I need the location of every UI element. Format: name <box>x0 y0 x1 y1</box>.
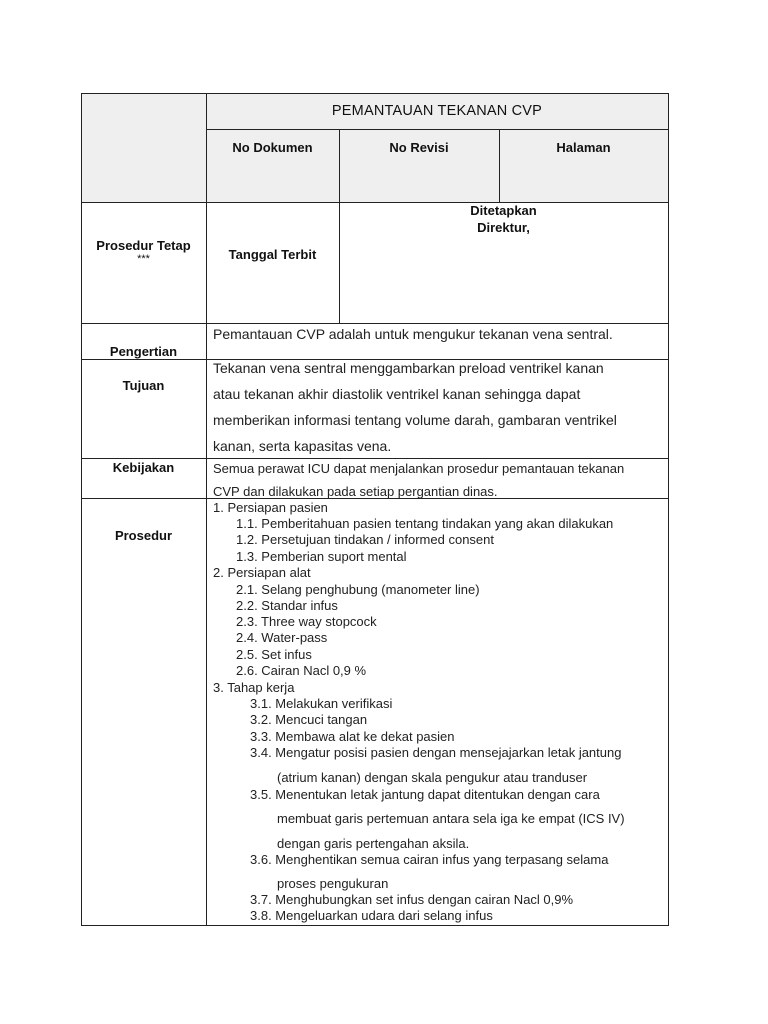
tanggal-terbit-label: Tanggal Terbit <box>228 247 317 262</box>
list-item: 2. Persiapan alat <box>213 565 311 580</box>
kebijakan-text <box>213 457 624 503</box>
tujuan-text <box>213 355 617 459</box>
list-item: 2.6. Cairan Nacl 0,9 % <box>236 663 367 678</box>
tujuan-line: kanan, serta kapasitas vena. <box>213 438 392 454</box>
kebijakan-label: Kebijakan <box>112 460 175 475</box>
ditetapkan-label: Ditetapkan <box>470 203 537 218</box>
prosedur-tetap-label: Prosedur Tetap <box>96 238 191 253</box>
document-title: PEMANTAUAN TEKANAN CVP <box>331 103 543 119</box>
pengertian-text: Pemantauan CVP adalah untuk mengukur tekanan vena sentral. <box>213 326 613 342</box>
list-item-continuation: (atrium kanan) dengan skala pengukur atau tranduser <box>277 770 588 785</box>
list-item: 2.3. Three way stopcock <box>236 614 377 629</box>
list-item: 2.4. Water-pass <box>236 630 328 645</box>
pengertian-label: Pengertian <box>109 344 178 359</box>
list-item: 3.4. Mengatur posisi pasien dengan mensejajarkan letak jantung <box>250 745 622 760</box>
stars-mark: *** <box>137 253 150 265</box>
list-item: 3.5. Menentukan letak jantung dapat ditentukan dengan cara <box>250 787 600 802</box>
tujuan-line: memberikan informasi tentang volume darah, gambaran ventrikel <box>213 412 617 428</box>
col-halaman: Halaman <box>556 140 611 155</box>
list-item: 2.2. Standar infus <box>236 598 338 613</box>
list-item: 3.8. Mengeluarkan udara dari selang infus <box>250 908 493 923</box>
list-item: 3.2. Mencuci tangan <box>250 712 368 727</box>
list-item-continuation: proses pengukuran <box>277 876 389 891</box>
tujuan-line: atau tekanan akhir diastolik ventrikel kanan sehingga dapat <box>213 386 581 402</box>
list-item-continuation: dengan garis pertengahan aksila. <box>277 836 470 851</box>
direktur-label: Direktur, <box>477 220 530 235</box>
kebijakan-line: CVP dan dilakukan pada setiap pergantian dinas. <box>213 484 498 499</box>
list-item: 3.6. Menghentikan semua cairan infus yang terpasang selama <box>250 852 609 867</box>
prosedur-label: Prosedur <box>114 528 173 543</box>
col-no-dokumen: No Dokumen <box>232 140 313 155</box>
tujuan-label: Tujuan <box>122 378 165 393</box>
list-item: 1.3. Pemberian suport mental <box>236 549 407 564</box>
list-item: 1. Persiapan pasien <box>213 500 328 515</box>
list-item: 2.1. Selang penghubung (manometer line) <box>236 582 480 597</box>
list-item: 3.7. Menghubungkan set infus dengan cairan Nacl 0,9% <box>250 892 574 907</box>
list-item-continuation: membuat garis pertemuan antara sela iga ke empat (ICS IV) <box>277 811 625 826</box>
list-item: 3.3. Membawa alat ke dekat pasien <box>250 729 455 744</box>
list-item: 2.5. Set infus <box>236 647 312 662</box>
kebijakan-line: Semua perawat ICU dapat menjalankan prosedur pemantauan tekanan <box>213 461 625 476</box>
col-no-revisi: No Revisi <box>389 140 449 155</box>
list-item: 1.1. Pemberitahuan pasien tentang tindakan yang akan dilakukan <box>236 516 614 531</box>
list-item: 1.2. Persetujuan tindakan / informed consent <box>236 532 494 547</box>
list-item: 3.1. Melakukan verifikasi <box>250 696 393 711</box>
tujuan-line: Tekanan vena sentral menggambarkan preload ventrikel kanan <box>213 360 604 376</box>
list-item: 3. Tahap kerja <box>213 680 295 695</box>
